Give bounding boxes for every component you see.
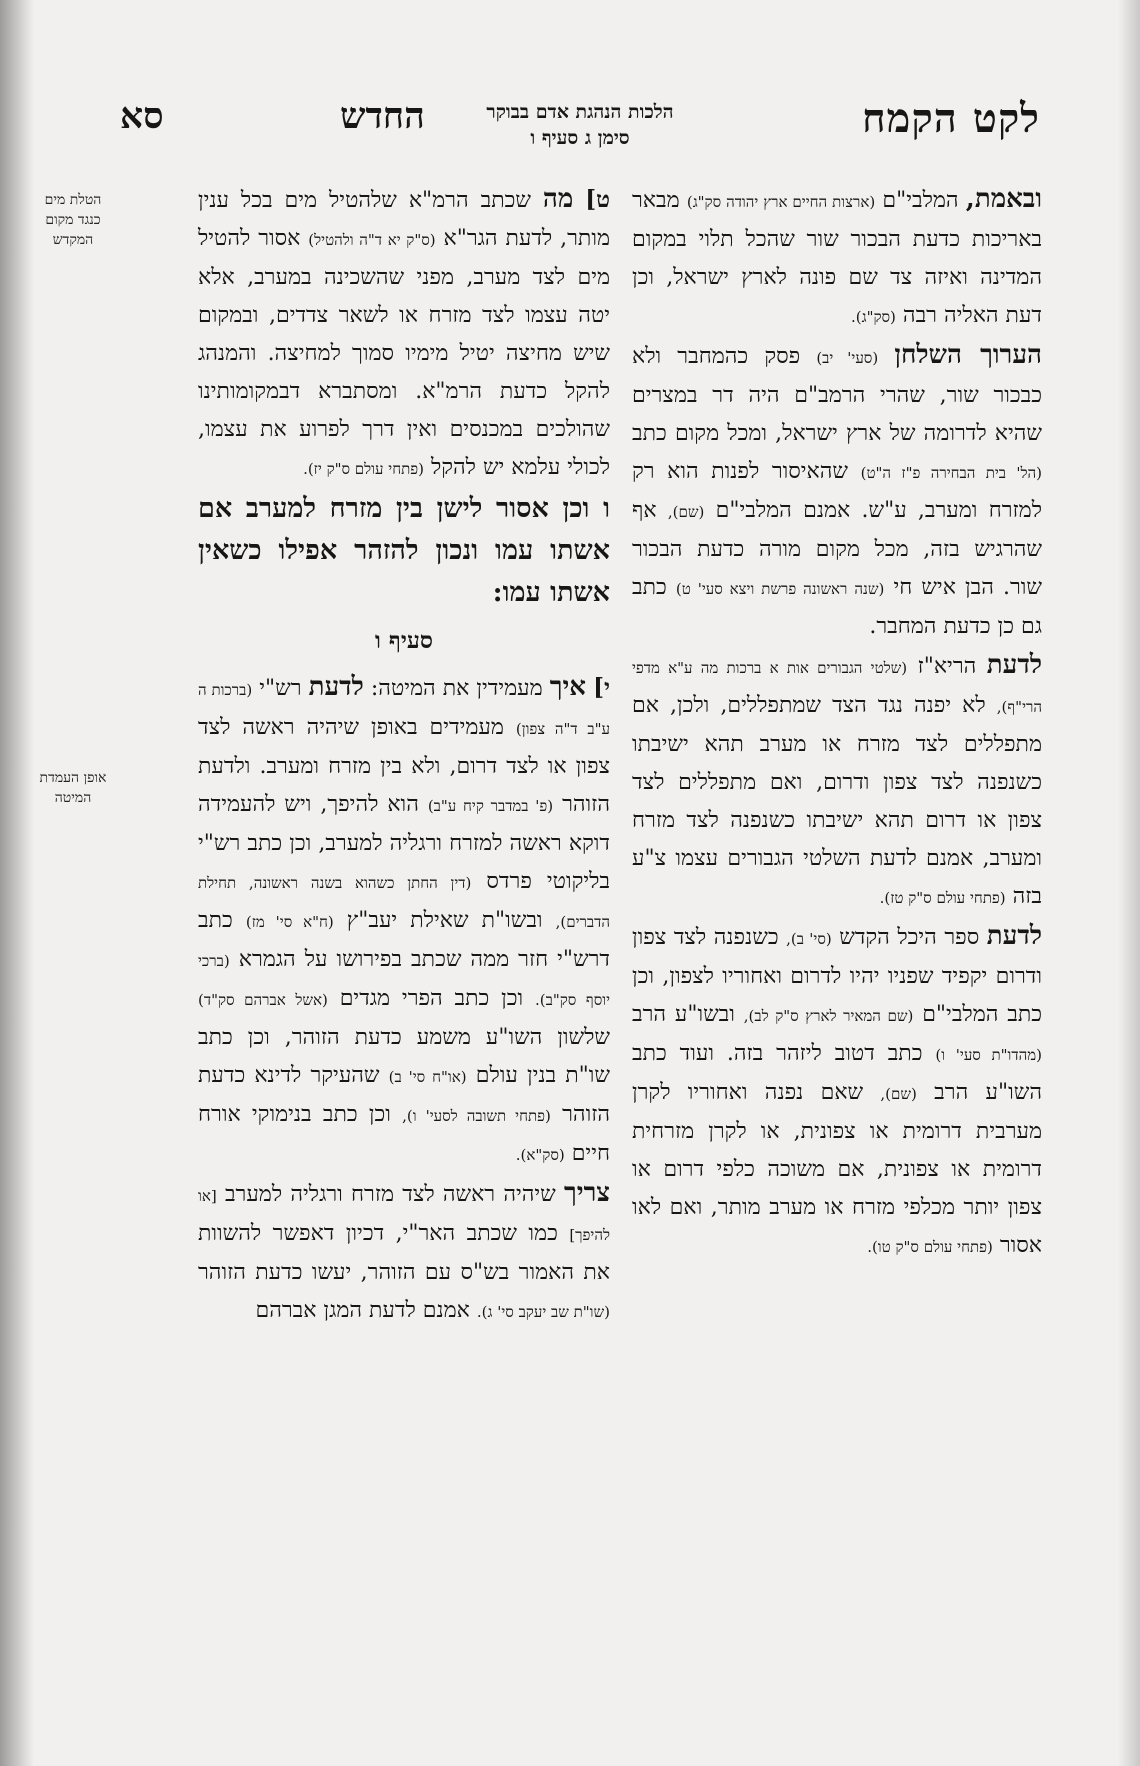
text: כתב דטוב ליזהר בזה. ועוד כתב השו"ע הרב (632, 1041, 1042, 1105)
lead-word: צריך (564, 1178, 610, 1208)
source-ref: (אשל אברהם סק"ד) (198, 991, 328, 1009)
text: מעמידים באופן שיהיה ראשה לצד צפון או לצד דרום, ולא בין מזרח ומערב. ולדעת הזוהר (198, 715, 610, 817)
source-ref: (פ' במדבר קיח ע"ב) (427, 797, 554, 815)
source-ref: (פתחי תשובה לסעי' ו), (402, 1107, 551, 1125)
text: מבאר באריכות כדעת הבכור שור שהכל תלוי במקום המדינה ואיזה צד שם פונה לארץ ישראל, וכן דעת האליה רבה (632, 188, 1042, 328)
source-ref: (שו"ת שב יעקב סי' ג). (476, 1303, 610, 1321)
text: ספר היכל הקדש (839, 925, 980, 950)
text: שהאיסור לפנות הוא רק למזרח ומערב, ע"ש. אמנם המלבי"ם (632, 459, 1042, 523)
text: רש"י (259, 676, 302, 701)
paragraph (632, 646, 1042, 917)
note-label: י] (593, 674, 610, 701)
paragraph (198, 180, 610, 488)
lead-word: הערוך השלחן (894, 340, 1042, 370)
right-column (632, 180, 1042, 1266)
source-ref: (פתחי עולם ס"ק יז). (303, 460, 424, 478)
shulchan-aruch-quote: ו וכן אסור לישן בין מזרח למערב אם אשתו עמו ונכון להזהר אפילו כשאין אשתו עמו: (198, 493, 610, 608)
lead-word: ובאמת, (965, 184, 1042, 214)
source-ref: (ח"א סי' מז) (245, 913, 334, 931)
text: שהעיקר לדינא כדעת הזוהר (198, 1063, 610, 1127)
chapter-heading-line1: הלכות הנהגת אדם בבוקר (486, 101, 674, 123)
text: לא יפנה נגד הצד שמתפללים, ולכן, אם מתפללים לצד מזרח או מערב תהא ישיבתו כשנפנה לצד צפון ודרום, ואם מתפללים לצד צפון או דרום תהא ישיבתו כשנפנה לצד מזרח ומערב, אמנם לדעת השלטי הגבורים עצמו צ"ע בזה (632, 693, 1042, 909)
margin-note-1: הטלת מים כנגד מקום המקדש (44, 192, 102, 248)
source-ref: (ס"ק יא ד"ה ולהטיל) (308, 231, 436, 249)
source-ref: (שם), (880, 1085, 917, 1103)
source-ref: (פתחי עולם ס"ק טו). (867, 1238, 993, 1256)
text: שלשון השו"ע משמע כדעת הזוהר, וכן כתב שו"ת בנין עולם (198, 1025, 610, 1088)
text: שכתב הרמ"א שלהטיל מים בכל ענין מותר, לדעת הגר"א (198, 188, 610, 251)
text: וכן כתב הפרי מגדים (339, 986, 524, 1011)
source-ref: (סק"ג). (851, 308, 896, 326)
text: ובשו"ע הרב (632, 1002, 735, 1027)
text: המלבי"ם (882, 188, 959, 213)
text: פסק כהמחבר ולא כבכור שור, שהרי הרמב"ם היה דר במצרים שהיא לדרומה של ארץ ישראל, ומכל מקום כתב (632, 344, 1042, 446)
paragraph (198, 1174, 610, 1331)
text: שאם נפנה ואחוריו לקרן מערבית דרומית או צפונית, או לקרן מזרחית דרומית או צפונית, אם משוכה כלפי דרום או צפון יותר מכלפי מזרח או מערב מותר, ואם לאו אסור (632, 1080, 1042, 1258)
source-ref: (מהדו"ת סעי' ו) (935, 1046, 1042, 1064)
source-ref: (פתחי עולם ס"ק טז). (879, 889, 1006, 907)
text: כמו שכתב האר"י, דכיון דאפשר להשוות את האמור בש"ס עם הזוהר, יעשו כדעת הזוהר (198, 1221, 610, 1285)
note-label: ט] (585, 186, 610, 213)
source-ref: (הל' בית הבחירה פ"ז ה"ט) (860, 464, 1043, 482)
source-ref: (או"ח סי' ב) (388, 1068, 467, 1086)
text: הריא"ז (917, 654, 977, 679)
margin-note-2: אופן העמדת המיטה (39, 770, 107, 806)
paragraph (632, 917, 1042, 1266)
source-ref: (דין החתן כשהוא בשנה ראשונה, תחילת הדברים), (198, 874, 610, 931)
text: אמנם לדעת המגן אברהם (255, 1298, 470, 1323)
source-ref: (שלטי הגבורים אות א ברכות מה ע"א מדפי הרי"ף), (632, 659, 1043, 716)
text: כתב גם כן כדעת המחבר. (632, 575, 1042, 639)
left-column (198, 180, 610, 1331)
source-ref: (ברכי יוסף סק"ב). (198, 952, 611, 1009)
lead-word: מה (542, 184, 574, 214)
seif-heading: סעיף ו (375, 627, 433, 654)
lead-word: לדעת (308, 672, 364, 702)
chapter-heading (430, 99, 730, 151)
chapter-heading-line2: סימן ג סעיף ו (530, 127, 630, 149)
lead-word: לדעת (986, 921, 1042, 951)
page-edge (1118, 0, 1140, 1766)
text: הוא להיפך, ויש להעמידה דוקא ראשה למזרח ורגליה למערב, וכן כתב רש"י בליקוטי פרדס (198, 792, 611, 894)
paragraph (198, 668, 610, 1174)
source-ref: (ברכות ה ע"ב ד"ה צפון) (198, 681, 610, 738)
source-ref: (סעי' יב) (816, 349, 879, 367)
text: אף שהרגיש בזה, מכל מקום מורה כדעת הבכור שור. הבן איש חי (632, 498, 1042, 600)
text: מעמידין את המיטה: (370, 676, 543, 701)
source-ref: (שם), (667, 503, 705, 521)
running-title: לקט הקמח (862, 95, 1040, 142)
lead-word: איך (549, 672, 587, 702)
text: כשנפנה לצד צפון ודרום יקפיד שפניו יהיו לדרום ואחוריו לצפון, וכן כתב המלבי"ם (632, 925, 1043, 1027)
source-ref: (שנה ראשונה פרשת ויצא סעי' ט) (675, 580, 885, 598)
page-number: סא (120, 95, 164, 137)
text: אסור להטיל מים לצד מערב, מפני שהשכינה במערב, אלא יטה עצמו לצד מזרח או לשאר צדדים, ובמקום שיש מחיצה יטיל מימיו סמוך למחיצה. והמנהג להקל כדעת הרמ"א. ומסתברא דבמקומותינו שהולכים במכנסים ואין דרך לפרוע את עצמו, לכולי עלמא יש להקל (198, 226, 610, 480)
commentary-name: החדש (340, 95, 425, 137)
text: ובשו"ת שאילת יעב"ץ (346, 908, 543, 933)
lead-word: לדעת (986, 650, 1042, 680)
paragraph (632, 180, 1042, 336)
text: שיהיה ראשה לצד מזרח ורגליה למערב (224, 1182, 556, 1207)
paragraph (632, 336, 1042, 646)
page-header (120, 95, 1040, 157)
source-ref: (ארצות החיים ארץ יהודה סק"ג) (686, 193, 876, 211)
source-ref: [או להיפך] (198, 1187, 610, 1244)
source-ref: (שם המאיר לארץ ס"ק לב), (743, 1007, 914, 1025)
text: כתב דרש"י חזר ממה שכתב בפירושו על הגמרא (198, 908, 610, 972)
text: וכן כתב בנימוקי אורח חיים (198, 1102, 610, 1166)
binding-shadow (0, 0, 34, 1766)
source-ref: (סק"א). (515, 1146, 565, 1164)
source-ref: (סי' ב), (786, 930, 832, 948)
